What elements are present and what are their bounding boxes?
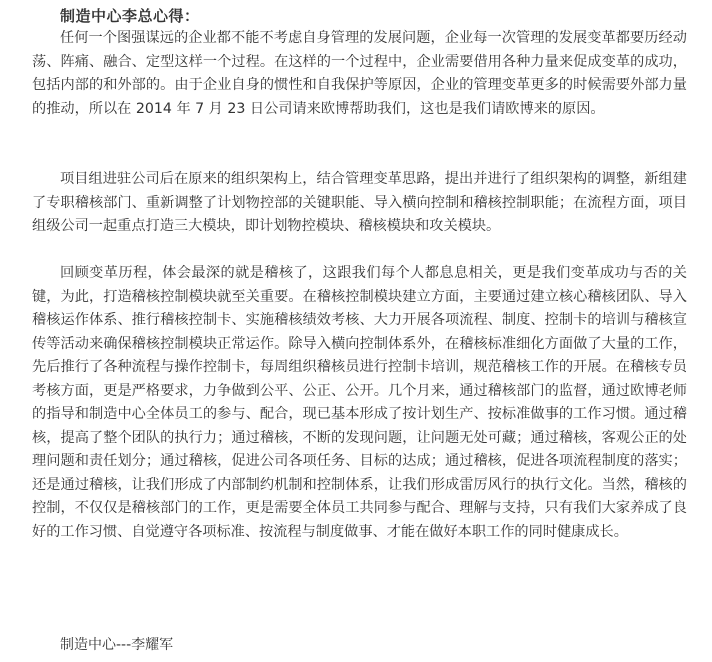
signature: 制造中心---李耀军 bbox=[60, 637, 174, 653]
article-heading: 制造中心李总心得： bbox=[60, 7, 200, 25]
paragraph-audit-review: 回顾变革历程，体会最深的就是稽核了，这跟我们每个人都息息相关，更是我们变革成功与否的关键，为此，打造稽核控制模块就至关重要。在稽核控制模块建立方面，主要通过建立核心稽核团队、导入稽核运作体系、推行稽核控制卡、实施稽核绩效考核、大力开展各项流程、制度、控制卡的培训与稽核宣传等活动来确保稽核控制模块正常运作。除导入横向控制体系外，在稽核标准细化方面做了大量的工作，先后推行了各种流程与操作控制卡，每周组织稽核员进行控制卡培训，规范稽核工作的开展。在稽核专员考核方面，更是严格要求，力争做到公平、公正、公开。几个月来，通过稽核部门的监督，通过欧博老师的指导和制造中心全体员工的参与、配合，现已基本形成了按计划生产、按标准做事的工作习惯。通过稽核，提高了整个团队的执行力；通过稽核，不断的发现问题，让问题无处可藏；通过稽核，客观公正的处理问题和责任划分；通过稽核，促进公司各项任务、目标的达成；通过稽核，促进各项流程制度的落实；还是通过稽核，让我们形成了内部制约机制和控制体系，让我们形成雷厉风行的执行文化。当然，稽核的控制，不仅仅是稽核部门的工作，更是需要全体员工共同参与配合、理解与支持，只有我们大家养成了良好的工作习惯、自觉遵守各项标准、按流程与制度做事、才能在做好本职工作的同时健康成长。 bbox=[32, 265, 687, 540]
paragraph-intro: 任何一个图强谋远的企业都不能不考虑自身管理的发展问题，企业每一次管理的发展变革都要历经动荡、阵痛、融合、定型这样一个过程。在这样的一个过程中，企业需要借用各种力量来促成变革的成功，包括内部的和外部的。由于企业自身的惯性和自我保护等原因，企业的管理变革更多的时候需要外部力量的推动，所以在 2014 年 7 月 23 日公司请来欧博帮助我们，这也是我们请欧博来的原因。 bbox=[32, 30, 687, 117]
paragraph-restructure: 项目组进驻公司后在原来的组织架构上，结合管理变革思路，提出并进行了组织架构的调整，新组建了专职稽核部门、重新调整了计划物控部的关键职能、导入横向控制和稽核控制职能；在流程方面，项目组级公司一起重点打造三大模块，即计划物控模块、稽核模块和攻关模块。 bbox=[32, 171, 687, 234]
